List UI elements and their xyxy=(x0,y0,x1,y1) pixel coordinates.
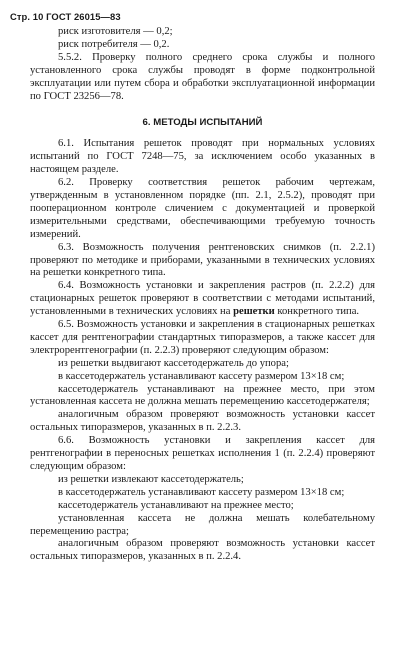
paragraph-5-5-2: 5.5.2. Проверку полного среднего срока службы и полного установленного срока службы проводят в форме подконтрольной эксплуатации или путем сбора и обработки эксплуатационной информации по ГОСТ 23256—78. xyxy=(30,51,375,102)
paragraph-6-1: 6.1. Испытания решеток проводят при нормальных условиях испытаний по ГОСТ 7248—75, за исключением особо указанных в настоящем разделе. xyxy=(30,138,375,176)
paragraph-6-5: 6.5. Возможность установки и закрепления в стационарных решетках кассет для рентгенографии стандартных типоразмеров, а также кассет для электрорентгенографии (п. 2.2.3) проверяют следующим образом: xyxy=(30,319,375,356)
list-item-6-6-3: кассетодержатель устанавливают на прежнее место; xyxy=(58,499,294,511)
paragraph-6-4 xyxy=(30,280,375,319)
paragraph-6-6: 6.6. Возможность установки и закрепления кассет для рентгенографии в переносных решетках исполнения 1 (п. 2.2.4) проверяют следующим образом: xyxy=(30,435,375,472)
paragraph-6-4-text-b: конкретного типа. xyxy=(274,306,360,318)
risk-consumer: риск потребителя — 0,2. xyxy=(58,38,170,50)
paragraph-6-3: 6.3. Возможность получения рентгеновских снимков (п. 2.2.1) проверяют по методике и приборами, указанными в технических условиях на решетки конкретного типа. xyxy=(30,241,375,279)
list-item-6-6-4: установленная кассета не должна мешать колебательному перемещению растра; xyxy=(30,512,375,537)
page-header: Стр. 10 ГОСТ 26015—83 xyxy=(10,11,121,22)
list-item-6-6-5: аналогичным образом проверяют возможность установки кассет остальных типоразмеров, указанных в п. 2.2.4. xyxy=(30,538,375,563)
list-item-6-6-2: в кассетодержатель устанавливают кассету размером 13×18 см; xyxy=(58,486,345,498)
list-item-6-5-1: из решетки выдвигают кассетодержатель до упора; xyxy=(58,357,289,369)
list-item-6-5-3: кассетодержатель устанавливают на прежнее место, при этом установленная кассета не должна мешать перемещению кассетодержателя; xyxy=(30,383,375,408)
list-item-6-6-1: из решетки извлекают кассетодержатель; xyxy=(58,473,244,485)
list-item-6-5-2: в кассетодержатель устанавливают кассету размером 13×18 см; xyxy=(58,370,345,382)
paragraph-6-4-text-a: 6.4. Возможность установки и закрепления растров (п. 2.2.2) для стационарных решеток проверяют в соответствии с методами испытаний, установленными в технических условиях на xyxy=(30,280,375,318)
list-item-6-5-4: аналогичным образом проверяют возможность установки кассет остальных типоразмеров, указанных в п. 2.2.3. xyxy=(30,409,375,434)
paragraph-6-4-bold: решетки xyxy=(233,306,275,318)
risk-producer: риск изготовителя — 0,2; xyxy=(58,26,173,37)
section-title: 6. МЕТОДЫ ИСПЫТАНИЙ xyxy=(142,117,263,129)
paragraph-6-2: 6.2. Проверку соответствия решеток рабочим чертежам, утвержденным в установленном порядке (пп. 2.1, 2.5.2), проводят при пооперационном контроле сличением с документацией и проверкой измерительными средствами, обеспечивающими требуемую точность измерений. xyxy=(30,177,375,240)
